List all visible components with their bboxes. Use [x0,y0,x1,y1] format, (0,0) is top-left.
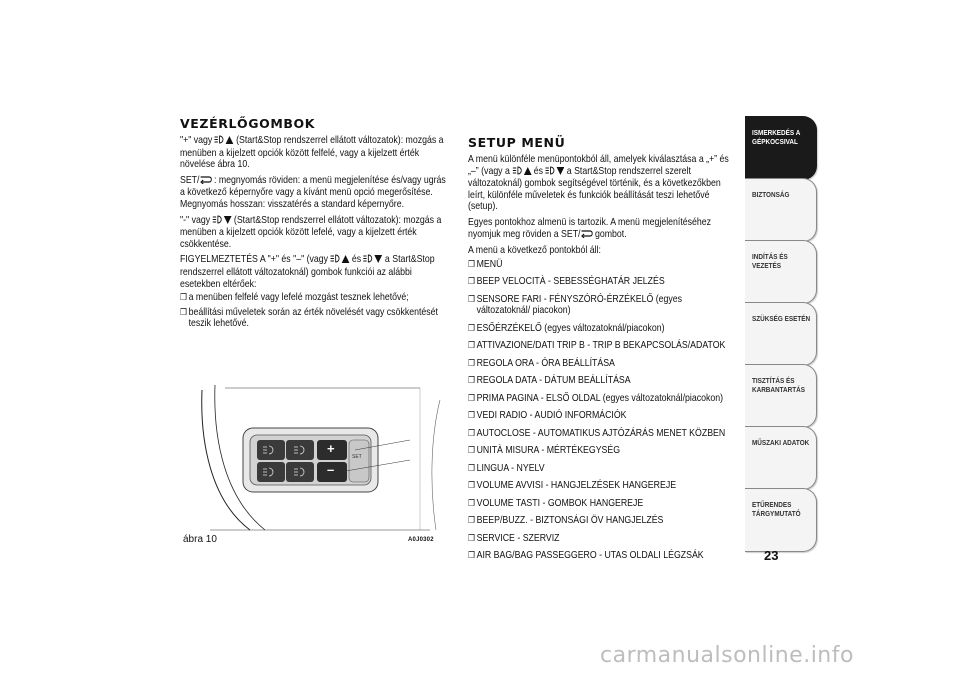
figure-code: A0J0302 [408,537,434,543]
watermark: carmanualsonline.info [600,643,854,668]
tab-chapter-5[interactable]: MŰSZAKI ADATOK [745,426,817,490]
list-item: ❒ AUTOCLOSE - AUTOMATIKUS AJTÓZÁRÁS MENET KÖZBEN [468,427,726,439]
menu-item-list [468,259,730,562]
return-arrow-icon [580,229,592,242]
checkbox-bullet-icon: ❒ [468,322,475,333]
minus-button-label: – [327,462,335,477]
triangle-down-icon [375,255,383,267]
list-item: ❒ REGOLA DATA - DÁTUM BEÁLLÍTÁSA [468,375,631,387]
tab-chapter-0[interactable]: ISMERKEDÉS A GÉPKOCSIVAL [745,116,817,180]
checkbox-bullet-icon: ❒ [468,550,475,561]
checkbox-bullet-icon: ❒ [468,357,475,368]
tab-chapter-4[interactable]: TISZTÍTÁS ÉS KARBANTARTÁS [745,364,817,428]
checkbox-bullet-icon: ❒ [468,258,475,269]
list-item: ❒ VEDI RADIO - AUDIÓ INFORMÁCIÓK [468,410,627,422]
list-item: ❒ AIR BAG/BAG PASSEGGERO - UTAS OLDALI LÉGZSÁK [468,550,704,562]
figure-caption: ábra 10 [183,534,217,545]
light-icon [215,135,226,148]
light-icon [331,254,342,267]
list-item: ❒ REGOLA ORA - ÓRA BEÁLLÍTÁSA [468,357,615,369]
paragraph-plus: "+" vagy (Start&Stop rendszerrel ellátott változatok): mozgás a menüben a kijelzett opciók között felfelé, vagy a kijelzett érték növelése ábra 10. [180,135,444,171]
list-item: ❒ ESŐÉRZÉKELŐ (egyes változatoknál/piacokon) [468,322,665,334]
triangle-up-icon [342,255,350,267]
tab-chapter-1[interactable]: BIZTONSÁG [745,178,817,242]
light-icon [364,254,375,267]
checkbox-bullet-icon: ❒ [468,445,475,456]
checkbox-bullet-icon: ❒ [468,480,475,491]
tab-chapter-2[interactable]: INDÍTÁS ÉS VEZETÉS [745,240,817,304]
checkbox-bullet-icon: ❒ [180,292,187,303]
list-item: ❒ VOLUME TASTI - GOMBOK HANGEREJE [468,497,644,509]
triangle-up-icon [226,136,234,148]
page-number: 23 [764,548,779,563]
checkbox-bullet-icon: ❒ [468,462,475,473]
light-icon [512,166,523,179]
list-item: ❒ MENÜ [468,258,503,270]
section-heading-setup-menu: SETUP MENÜ [468,135,566,150]
section-heading-controls: VEZÉRLŐGOMBOK [180,116,315,131]
triangle-up-icon [524,167,532,179]
list-item: ❒ ATTIVAZIONE/DATI TRIP B - TRIP B BEKAPCSOLÁS/ADATOK [468,340,726,352]
return-arrow-icon [199,175,211,188]
paragraph-set: SET/ : megnyomás röviden: a menü megjelenítése és/vagy ugrás a következő képernyőre vagy a kívánt menü opció megerősítése. Megnyomás hosszan: visszatérés a standard képernyőre. [180,174,446,210]
paragraph-intro: A menü különféle menüpontokból áll, amelyek kiválasztása a „+” és „–” (vagy a és a Start&Stop rendszerrel szerelt változatoknál) gombok segítségével történik, és a következőkben leírt, különféle műveletek és funkciók beállítását teszi lehetővé (setup). [468,154,729,213]
list-item: ❒ PRIMA PAGINA - ELSŐ OLDAL (egyes változatoknál/piacokon) [468,392,724,404]
checkbox-bullet-icon: ❒ [468,427,475,438]
tab-chapter-3[interactable]: SZÜKSÉG ESETÉN [745,302,817,366]
paragraph-menu-items-intro: A menü a következő pontokból áll: [468,245,601,257]
checkbox-bullet-icon: ❒ [468,392,475,403]
paragraph-submenu: Egyes pontokhoz almenü is tartozik. A menü megjelenítéséhez nyomjuk meg röviden a SET/ gombot. [468,216,712,240]
list-item: ❒ a menüben felfelé vagy lefelé mozgást tesznek lehetővé; [180,292,409,304]
checkbox-bullet-icon: ❒ [468,410,475,421]
checkbox-bullet-icon: ❒ [468,276,475,287]
checkbox-bullet-icon: ❒ [468,293,475,304]
figure-control-panel [180,380,450,540]
checkbox-bullet-icon: ❒ [468,497,475,508]
list-item: ❒ VOLUME AVVISI - HANGJELZÉSEK HANGEREJE [468,480,677,492]
list-item: ❒ UNITÀ MISURA - MÉRTÉKEGYSÉG [468,445,621,457]
checkbox-bullet-icon: ❒ [180,306,187,317]
set-button-label: SET [352,454,362,460]
list-item: ❒ LINGUA - NYELV [468,462,545,474]
left-column [180,116,450,333]
right-column [468,135,730,568]
triangle-down-icon [557,167,565,179]
triangle-down-icon [224,216,232,228]
plus-button-label: + [327,441,335,456]
checkbox-bullet-icon: ❒ [468,375,475,386]
light-icon [213,215,224,228]
checkbox-bullet-icon: ❒ [468,532,475,543]
light-icon [545,166,556,179]
list-item: ❒ SENSORE FARI - FÉNYSZÓRÓ-ÉRZÉKELŐ (egyes változatoknál/ piacokon) [468,293,683,317]
paragraph-minus: "-" vagy (Start&Stop rendszerrel ellátott változatok): mozgás a menüben a kijelzett opciók között lefelé, vagy a kijelzett érték csökkentése. [180,214,442,250]
tab-chapter-6[interactable]: ETŰRENDES TÁRGYMUTATÓ [745,488,817,552]
list-item: ❒ beállítási műveletek során az érték növelését vagy csökkentését teszik lehetővé. [180,306,438,330]
list-item: ❒ BEEP/BUZZ. - BIZTONSÁGI ÖV HANGJELZÉS [468,515,664,527]
list-item: ❒ BEEP VELOCITÀ - SEBESSÉGHATÁR JELZÉS [468,276,665,288]
checkbox-bullet-icon: ❒ [468,515,475,526]
list-item: ❒ SERVICE - SZERVIZ [468,532,560,544]
checkbox-bullet-icon: ❒ [468,340,475,351]
paragraph-warning: FIGYELMEZTETÉS A "+" és "–" (vagy és a Start&Stop rendszerrel ellátott változatoknál) gombok funkciói az alábbi esetekben eltérőek: [180,254,435,290]
